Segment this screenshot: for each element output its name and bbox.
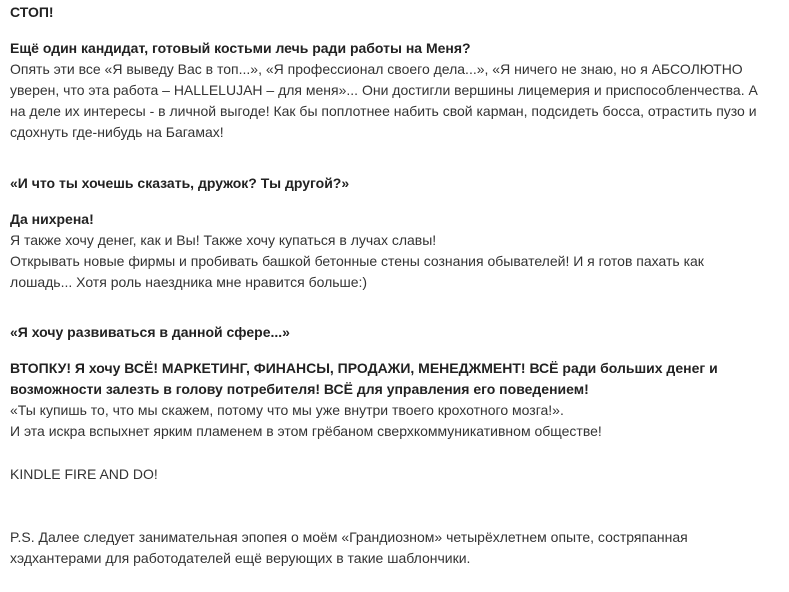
paragraph-line: лошадь... Хотя роль наездника мне нравится больше:) xyxy=(10,274,368,290)
section-ps xyxy=(10,527,779,569)
paragraph-line: Я также хочу денег, как и Вы! Также хочу купаться в лучах славы! xyxy=(10,232,437,248)
paragraph-line: на деле их интересы - в личной выгоде! Как бы поплотнее набить свой карман, подсидеть босса, отрастить пузо и xyxy=(10,103,757,119)
section-question-different xyxy=(10,173,779,194)
question-heading: «Я хочу развиваться в данной сфере...» xyxy=(10,324,290,340)
bold-paragraph-line: возможности залезть в голову потребителя! ВСЁ для управления его поведением! xyxy=(10,381,589,397)
paragraph-line: Открывать новые фирмы и пробивать башкой бетонные стены сознания обывателей! И я готов пахать как xyxy=(10,253,704,269)
paragraph-line: Опять эти все «Я выведу Вас в топ...», «Я профессионал своего дела...», «Я ничего не знаю, но я АБСОЛЮТНО xyxy=(10,61,743,77)
paragraph-line: И эта искра вспыхнет ярким пламенем в этом грёбаном сверхкоммуникативном обществе! xyxy=(10,423,602,439)
section-candidate xyxy=(10,38,779,143)
section-question-develop xyxy=(10,322,779,343)
kindle-line: KINDLE FIRE AND DO! xyxy=(10,466,158,482)
section-answer xyxy=(10,209,779,293)
bold-paragraph-line: ВТОПКУ! Я хочу ВСЁ! МАРКЕТИНГ, ФИНАНСЫ, ПРОДАЖИ, МЕНЕДЖМЕНТ! ВСЁ ради больших денег и xyxy=(10,360,718,376)
stop-heading-block xyxy=(10,2,779,23)
ps-line: P.S. Далее следует занимательная эпопея о моём «Грандиозном» четырёхлетнем опыте, состряпанная xyxy=(10,529,688,545)
section-vtopku xyxy=(10,358,779,442)
stop-heading: СТОП! xyxy=(10,4,54,20)
answer-heading: Да нихрена! xyxy=(10,211,94,227)
question-heading: «И что ты хочешь сказать, дружок? Ты другой?» xyxy=(10,175,350,191)
paragraph-line: уверен, что эта работа – HALLELUJAH – для меня»... Они достигли вершины лицемерия и приспособленчества. А xyxy=(10,82,758,98)
paragraph-line: «Ты купишь то, что мы скажем, потому что мы уже внутри твоего крохотного мозга!». xyxy=(10,402,564,418)
candidate-heading: Ещё один кандидат, готовый костьми лечь ради работы на Меня? xyxy=(10,40,471,56)
ps-line: хэдхантерами для работодателей ещё верующих в такие шаблончики. xyxy=(10,550,471,566)
section-kindle xyxy=(10,464,779,485)
paragraph-line: сдохнуть где-нибудь на Багамах! xyxy=(10,124,224,140)
